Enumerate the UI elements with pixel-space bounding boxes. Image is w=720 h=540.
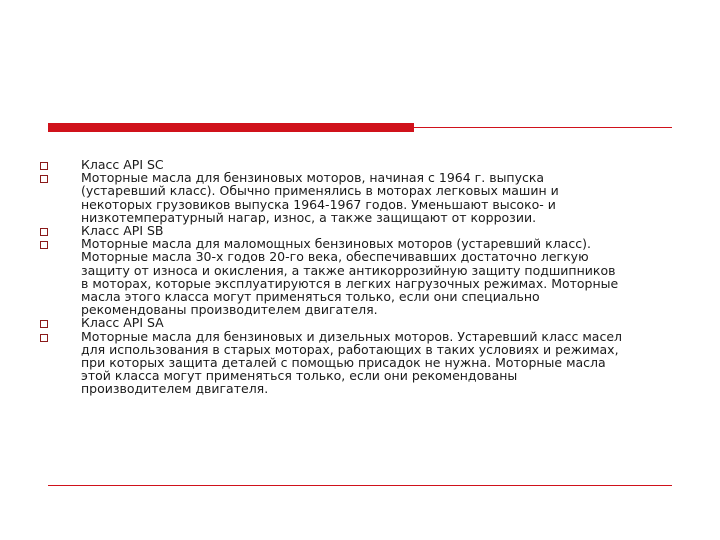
bullet-item — [40, 237, 676, 316]
accent-line-bottom — [48, 485, 672, 486]
accent-line-top — [414, 127, 672, 128]
bullet-item — [40, 171, 676, 224]
hollow-square-icon — [40, 241, 48, 249]
hollow-square-icon — [40, 162, 48, 170]
bullet-text: Моторные масла для бензиновых и дизельных моторов. Устаревший класс масел для использования в старых моторах, работающих в таких условиях и режимах, при которых защита деталей с помощью присадок не нужна. Моторные масла этой класса могут применяться только, если они рекомендованы производителем двигателя. — [81, 328, 622, 397]
bullet-text: Класс API SB — [81, 223, 164, 239]
hollow-square-icon — [40, 320, 48, 328]
bullet-text: Класс API SC — [81, 157, 164, 172]
bullet-item — [40, 316, 676, 329]
bullet-text: Класс API SA — [81, 315, 164, 331]
hollow-square-icon — [40, 334, 48, 342]
hollow-square-icon — [40, 228, 48, 236]
bullet-text: Моторные масла для маломощных бензиновых моторов (устаревший класс). Моторные масла 30-х годов 20-го века, обеспечивавших достаточно легкую защиту от износа и окисления, а также антикоррозийную защиту подшипников в моторах, которые эксплуатируются в легких нагрузочных режимах. Моторные масла этого класса могут применяться только, если они специально рекомендованы производителем двигателя. — [81, 236, 619, 318]
bullet-item — [40, 330, 676, 396]
accent-bar-thick — [48, 123, 414, 132]
hollow-square-icon — [40, 175, 48, 183]
bullet-text: Моторные масла для бензиновых моторов, начиная с 1964 г. выпуска (устаревший класс). Обычно применялись в моторах легковых машин и некоторых грузовиков выпуска 1964-1967 годов. Уменьшают высоко- и низкотемпературный нагар, износ, а также защищают от коррозии. — [81, 170, 559, 225]
bullet-list — [40, 158, 676, 396]
